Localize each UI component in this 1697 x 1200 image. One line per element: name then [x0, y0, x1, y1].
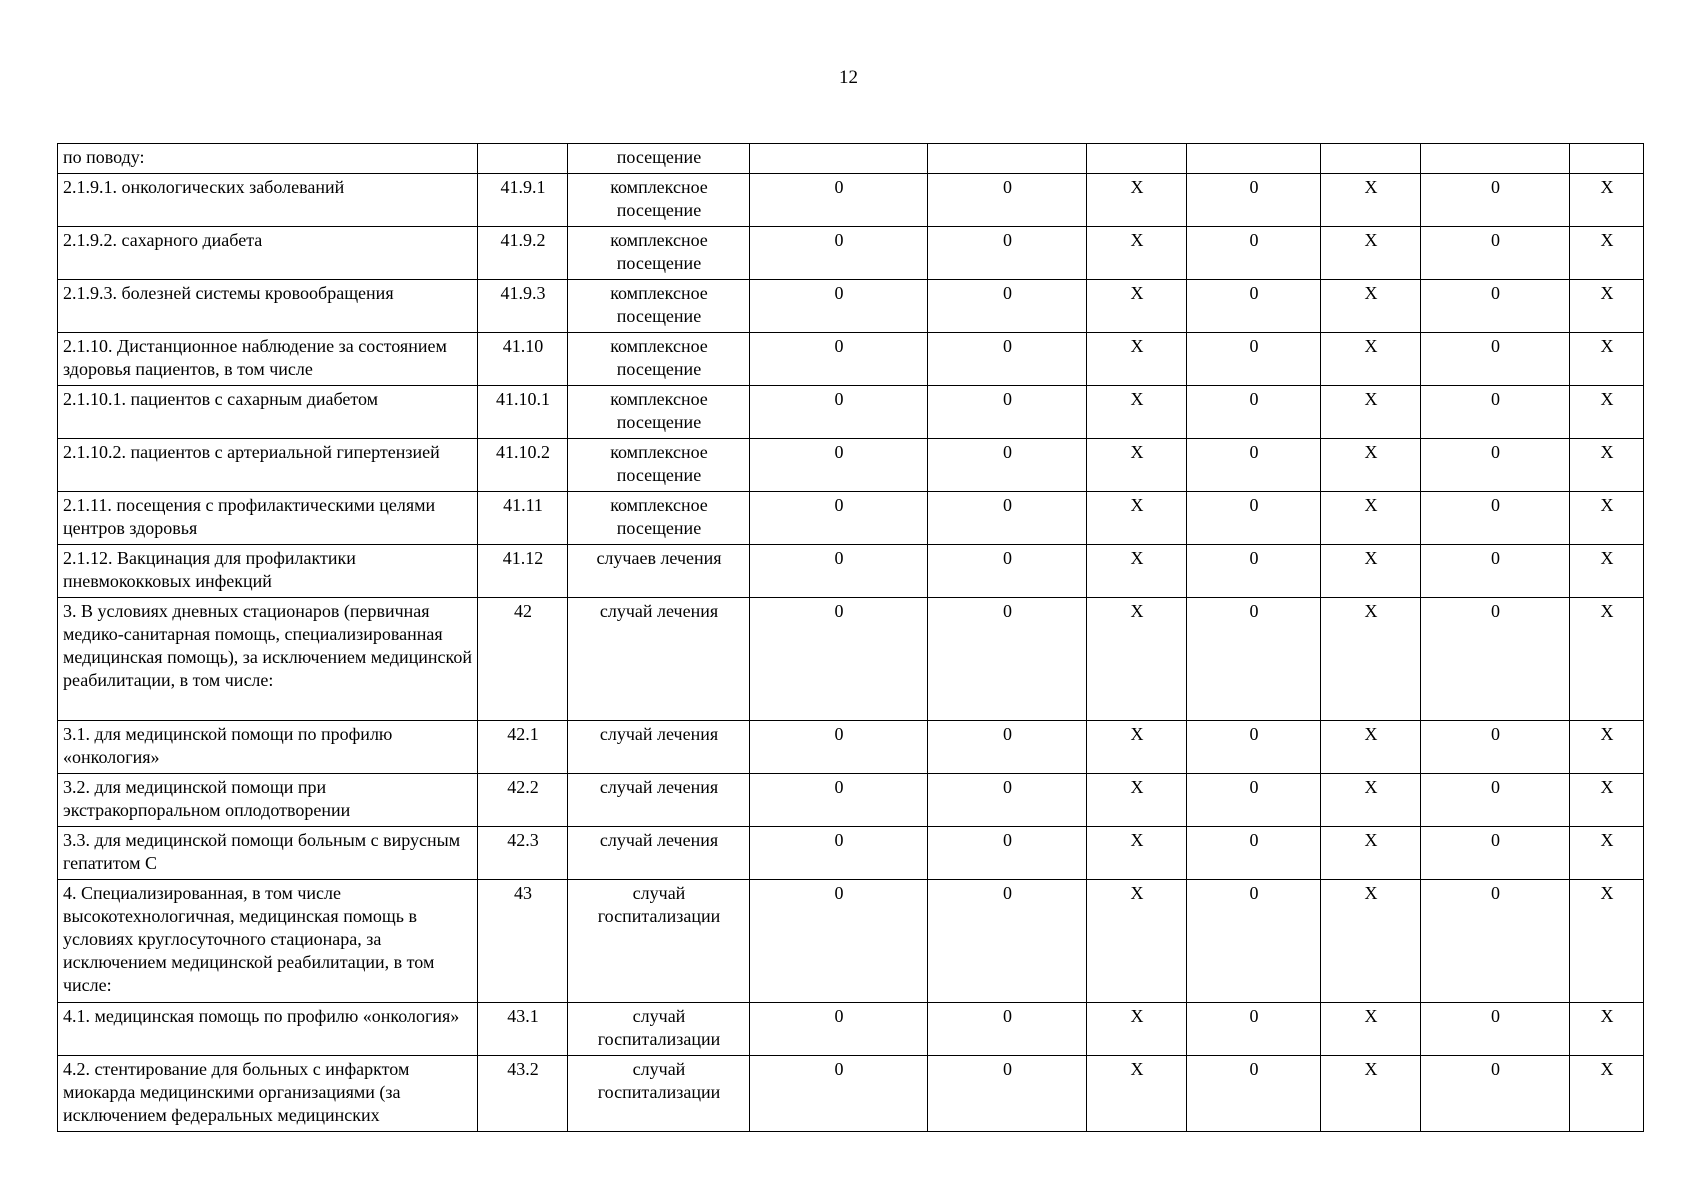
value-cell-4: 0	[1187, 880, 1321, 1003]
table-row	[58, 386, 1644, 439]
value-cell-2: 0	[928, 280, 1087, 333]
value-cell-1: 0	[750, 439, 928, 492]
value-cell-2: 0	[928, 1003, 1087, 1056]
value-cell-7: Х	[1570, 280, 1644, 333]
row-unit-cell: случай лечения	[568, 598, 750, 721]
row-name-cell: 4.1. медицинская помощь по профилю «онкология»	[58, 1003, 478, 1056]
value-cell-1: 0	[750, 774, 928, 827]
value-cell-7: Х	[1570, 174, 1644, 227]
value-cell-6: 0	[1421, 333, 1570, 386]
row-code-cell: 41.10.2	[478, 439, 568, 492]
value-cell-6: 0	[1421, 386, 1570, 439]
value-cell-1	[750, 144, 928, 174]
value-cell-1: 0	[750, 333, 928, 386]
row-unit-cell: комплексное посещение	[568, 386, 750, 439]
value-cell-7: Х	[1570, 721, 1644, 774]
value-cell-3: Х	[1087, 492, 1187, 545]
value-cell-4: 0	[1187, 439, 1321, 492]
table-row	[58, 280, 1644, 333]
value-cell-2: 0	[928, 774, 1087, 827]
value-cell-5: Х	[1321, 1056, 1421, 1132]
value-cell-6: 0	[1421, 280, 1570, 333]
value-cell-4: 0	[1187, 227, 1321, 280]
row-name-cell: 4. Специализированная, в том числе высокотехнологичная, медицинская помощь в условиях круглосуточного стационара, за исключением медицинской реабилитации, в том числе:	[58, 880, 478, 1003]
value-cell-6: 0	[1421, 774, 1570, 827]
row-name-cell: 4.2. стентирование для больных с инфарктом миокарда медицинскими организациями (за исключением федеральных медицинских	[58, 1056, 478, 1132]
row-code-cell: 42	[478, 598, 568, 721]
value-cell-6: 0	[1421, 1056, 1570, 1132]
value-cell-2: 0	[928, 721, 1087, 774]
value-cell-2: 0	[928, 333, 1087, 386]
value-cell-3: Х	[1087, 174, 1187, 227]
row-unit-cell: комплексное посещение	[568, 174, 750, 227]
value-cell-7	[1570, 144, 1644, 174]
value-cell-1: 0	[750, 880, 928, 1003]
value-cell-7: Х	[1570, 492, 1644, 545]
value-cell-4: 0	[1187, 386, 1321, 439]
value-cell-2: 0	[928, 880, 1087, 1003]
value-cell-5: Х	[1321, 439, 1421, 492]
value-cell-6: 0	[1421, 721, 1570, 774]
value-cell-6: 0	[1421, 227, 1570, 280]
value-cell-7: Х	[1570, 1056, 1644, 1132]
value-cell-2: 0	[928, 386, 1087, 439]
row-name-cell: 3.1. для медицинской помощи по профилю «онкология»	[58, 721, 478, 774]
value-cell-3: Х	[1087, 880, 1187, 1003]
row-code-cell: 41.9.2	[478, 227, 568, 280]
row-unit-cell: комплексное посещение	[568, 439, 750, 492]
value-cell-3: Х	[1087, 439, 1187, 492]
value-cell-4: 0	[1187, 333, 1321, 386]
value-cell-7: Х	[1570, 827, 1644, 880]
value-cell-4: 0	[1187, 1003, 1321, 1056]
value-cell-2: 0	[928, 174, 1087, 227]
value-cell-5: Х	[1321, 545, 1421, 598]
value-cell-4: 0	[1187, 721, 1321, 774]
value-cell-4: 0	[1187, 774, 1321, 827]
table-row	[58, 439, 1644, 492]
value-cell-5: Х	[1321, 1003, 1421, 1056]
value-cell-7: Х	[1570, 1003, 1644, 1056]
value-cell-1: 0	[750, 1003, 928, 1056]
table-row	[58, 880, 1644, 1003]
row-name-cell: 2.1.11. посещения с профилактическими целями центров здоровья	[58, 492, 478, 545]
value-cell-7: Х	[1570, 880, 1644, 1003]
value-cell-1: 0	[750, 280, 928, 333]
value-cell-7: Х	[1570, 386, 1644, 439]
value-cell-7: Х	[1570, 439, 1644, 492]
row-unit-cell: посещение	[568, 144, 750, 174]
value-cell-6: 0	[1421, 439, 1570, 492]
row-name-cell: 2.1.9.3. болезней системы кровообращения	[58, 280, 478, 333]
value-cell-3: Х	[1087, 386, 1187, 439]
table-row	[58, 721, 1644, 774]
value-cell-4: 0	[1187, 174, 1321, 227]
row-name-cell: 2.1.10.1. пациентов с сахарным диабетом	[58, 386, 478, 439]
value-cell-4: 0	[1187, 1056, 1321, 1132]
value-cell-7: Х	[1570, 545, 1644, 598]
value-cell-4	[1187, 144, 1321, 174]
value-cell-2: 0	[928, 492, 1087, 545]
value-cell-5: Х	[1321, 774, 1421, 827]
row-name-cell: 2.1.10. Дистанционное наблюдение за состоянием здоровья пациентов, в том числе	[58, 333, 478, 386]
row-code-cell: 41.11	[478, 492, 568, 545]
row-name-cell: 2.1.9.2. сахарного диабета	[58, 227, 478, 280]
value-cell-6: 0	[1421, 545, 1570, 598]
value-cell-3: Х	[1087, 774, 1187, 827]
table-row	[58, 1056, 1644, 1132]
row-unit-cell: комплексное посещение	[568, 227, 750, 280]
row-unit-cell: случай госпитализации	[568, 1056, 750, 1132]
row-code-cell: 43	[478, 880, 568, 1003]
value-cell-2: 0	[928, 545, 1087, 598]
row-code-cell: 42.3	[478, 827, 568, 880]
value-cell-3: Х	[1087, 227, 1187, 280]
value-cell-2: 0	[928, 598, 1087, 721]
value-cell-6	[1421, 144, 1570, 174]
value-cell-5	[1321, 144, 1421, 174]
value-cell-7: Х	[1570, 598, 1644, 721]
value-cell-5: Х	[1321, 880, 1421, 1003]
value-cell-3	[1087, 144, 1187, 174]
table-row	[58, 1003, 1644, 1056]
row-name-cell: 3.3. для медицинской помощи больным с вирусным гепатитом С	[58, 827, 478, 880]
value-cell-4: 0	[1187, 492, 1321, 545]
table-row	[58, 598, 1644, 721]
table-row	[58, 827, 1644, 880]
value-cell-6: 0	[1421, 827, 1570, 880]
value-cell-1: 0	[750, 545, 928, 598]
value-cell-3: Х	[1087, 1056, 1187, 1132]
row-unit-cell: комплексное посещение	[568, 492, 750, 545]
table-body	[58, 144, 1644, 1132]
value-cell-4: 0	[1187, 280, 1321, 333]
value-cell-6: 0	[1421, 598, 1570, 721]
data-table	[57, 143, 1644, 1132]
value-cell-1: 0	[750, 174, 928, 227]
row-code-cell: 41.9.3	[478, 280, 568, 333]
row-unit-cell: случаев лечения	[568, 545, 750, 598]
value-cell-5: Х	[1321, 280, 1421, 333]
row-code-cell: 41.9.1	[478, 174, 568, 227]
value-cell-4: 0	[1187, 827, 1321, 880]
value-cell-7: Х	[1570, 774, 1644, 827]
row-code-cell: 43.1	[478, 1003, 568, 1056]
row-unit-cell: случай госпитализации	[568, 880, 750, 1003]
value-cell-1: 0	[750, 598, 928, 721]
value-cell-6: 0	[1421, 174, 1570, 227]
value-cell-3: Х	[1087, 721, 1187, 774]
row-unit-cell: комплексное посещение	[568, 280, 750, 333]
table-row	[58, 174, 1644, 227]
value-cell-6: 0	[1421, 1003, 1570, 1056]
value-cell-7: Х	[1570, 333, 1644, 386]
value-cell-2	[928, 144, 1087, 174]
row-name-cell: по поводу:	[58, 144, 478, 174]
value-cell-5: Х	[1321, 174, 1421, 227]
value-cell-3: Х	[1087, 280, 1187, 333]
value-cell-5: Х	[1321, 333, 1421, 386]
value-cell-3: Х	[1087, 545, 1187, 598]
row-unit-cell: комплексное посещение	[568, 333, 750, 386]
row-code-cell	[478, 144, 568, 174]
row-code-cell: 41.12	[478, 545, 568, 598]
row-name-cell: 3. В условиях дневных стационаров (первичная медико-санитарная помощь, специализированная медицинская помощь), за исключением медицинской реабилитации, в том числе:	[58, 598, 478, 721]
value-cell-7: Х	[1570, 227, 1644, 280]
value-cell-1: 0	[750, 1056, 928, 1132]
value-cell-5: Х	[1321, 827, 1421, 880]
row-name-cell: 2.1.10.2. пациентов с артериальной гипертензией	[58, 439, 478, 492]
row-unit-cell: случай лечения	[568, 774, 750, 827]
value-cell-5: Х	[1321, 721, 1421, 774]
table-row	[58, 545, 1644, 598]
value-cell-2: 0	[928, 1056, 1087, 1132]
value-cell-1: 0	[750, 721, 928, 774]
value-cell-2: 0	[928, 439, 1087, 492]
value-cell-2: 0	[928, 827, 1087, 880]
value-cell-1: 0	[750, 386, 928, 439]
value-cell-4: 0	[1187, 545, 1321, 598]
row-name-cell: 2.1.9.1. онкологических заболеваний	[58, 174, 478, 227]
value-cell-6: 0	[1421, 492, 1570, 545]
value-cell-1: 0	[750, 227, 928, 280]
value-cell-3: Х	[1087, 1003, 1187, 1056]
value-cell-3: Х	[1087, 827, 1187, 880]
table-row	[58, 333, 1644, 386]
row-code-cell: 42.2	[478, 774, 568, 827]
table-row	[58, 144, 1644, 174]
row-unit-cell: случай госпитализации	[568, 1003, 750, 1056]
table-row	[58, 774, 1644, 827]
value-cell-5: Х	[1321, 598, 1421, 721]
page-number: 12	[839, 67, 858, 88]
row-unit-cell: случай лечения	[568, 721, 750, 774]
value-cell-3: Х	[1087, 598, 1187, 721]
value-cell-4: 0	[1187, 598, 1321, 721]
value-cell-6: 0	[1421, 880, 1570, 1003]
table-row	[58, 492, 1644, 545]
row-name-cell: 3.2. для медицинской помощи при экстракорпоральном оплодотворении	[58, 774, 478, 827]
value-cell-5: Х	[1321, 227, 1421, 280]
row-code-cell: 42.1	[478, 721, 568, 774]
value-cell-2: 0	[928, 227, 1087, 280]
row-code-cell: 41.10.1	[478, 386, 568, 439]
value-cell-1: 0	[750, 492, 928, 545]
value-cell-5: Х	[1321, 386, 1421, 439]
table-row	[58, 227, 1644, 280]
value-cell-3: Х	[1087, 333, 1187, 386]
row-unit-cell: случай лечения	[568, 827, 750, 880]
value-cell-5: Х	[1321, 492, 1421, 545]
value-cell-1: 0	[750, 827, 928, 880]
row-code-cell: 41.10	[478, 333, 568, 386]
row-name-cell: 2.1.12. Вакцинация для профилактики пневмококковых инфекций	[58, 545, 478, 598]
row-code-cell: 43.2	[478, 1056, 568, 1132]
